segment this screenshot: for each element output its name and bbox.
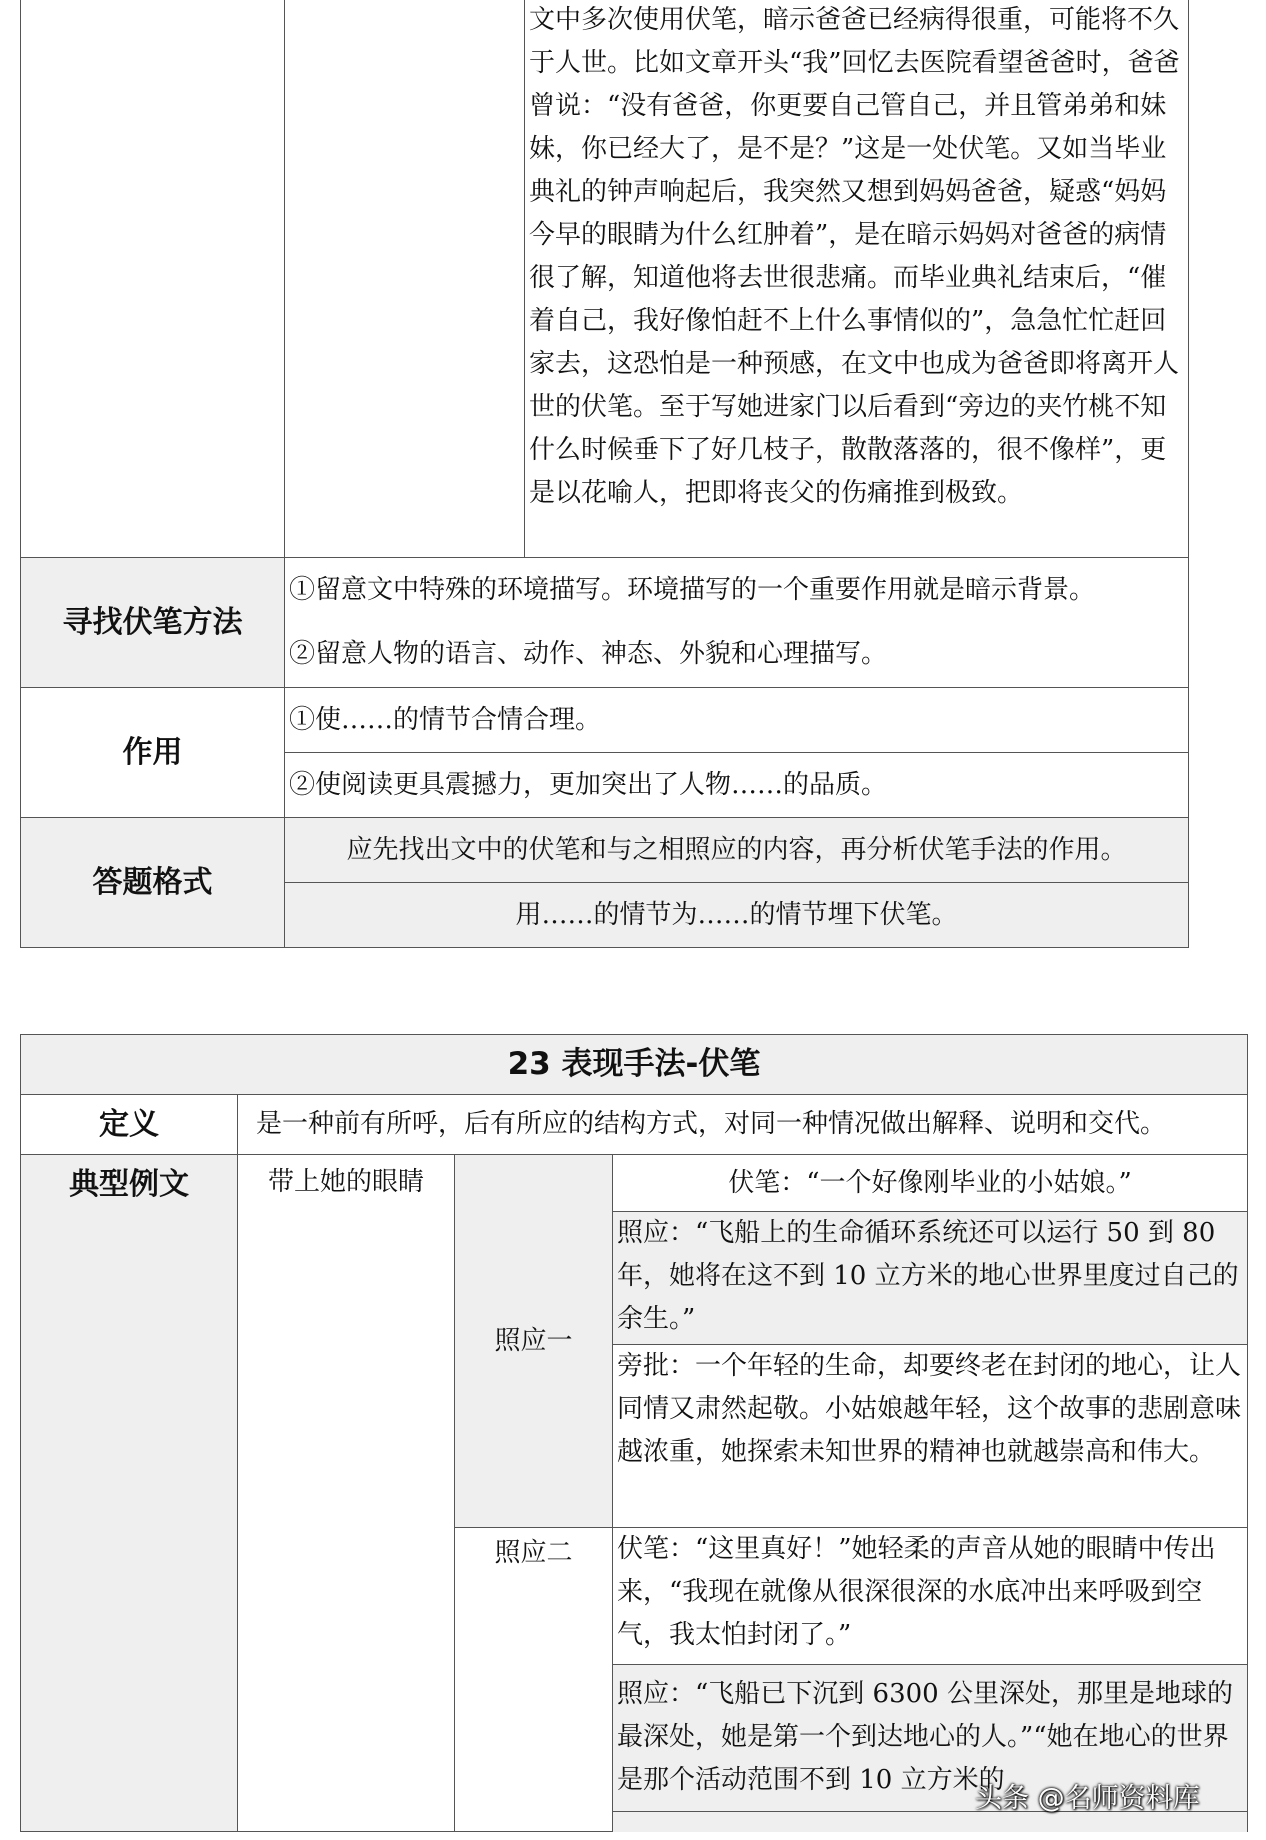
blank-left-cell — [21, 0, 285, 558]
example-label: 典型例文 — [21, 1155, 238, 1832]
echo-one-annotation: 旁批：一个年轻的生命，却要终老在封闭的地心，让人同情又肃然起敬。小姑娘越年轻，这个故事的悲剧意味越浓重，她探索未知世界的精神也就越崇高和伟大。 — [613, 1345, 1248, 1528]
format-item-1: 应先找出文中的伏笔和与之相照应的内容，再分析伏笔手法的作用。 — [285, 818, 1189, 883]
echo-two-foreshadow: 伏笔：“这里真好！”她轻柔的声音从她的眼睛中传出来，“我现在就像从很深很深的水底冲出来呼吸到空气，我太怕封闭了。” — [613, 1528, 1248, 1665]
definition-text: 是一种前有所呼，后有所应的结构方式，对同一种情况做出解释、说明和交代。 — [238, 1095, 1248, 1155]
echo-one-foreshadow: 伏笔：“一个好像刚毕业的小姑娘。” — [613, 1155, 1248, 1212]
answer-method-table — [20, 0, 1189, 948]
foreshadowing-table — [20, 1034, 1248, 1832]
effect-item-1: ①使……的情节合情合理。 — [285, 688, 1189, 753]
blank-mid-cell — [285, 0, 525, 558]
effect-label: 作用 — [21, 688, 285, 818]
echo-two-label: 照应二 — [455, 1528, 613, 1832]
table-title: 23 表现手法-伏笔 — [21, 1035, 1248, 1095]
example-title: 带上她的眼睛 — [238, 1155, 455, 1832]
echo-two-response: 照应：“飞船已下沉到 6300 公里深处，那里是地球的最深处，她是第一个到达地心的人。”“她在地心的世界是那个活动范围不到 10 立方米的 — [613, 1665, 1248, 1812]
method-item-1: ①留意文中特殊的环境描写。环境描写的一个重要作用就是暗示背景。 — [285, 558, 1189, 623]
watermark: 头条 @名师资料库 — [975, 1783, 1200, 1814]
echo-one-response: 照应：“飞船上的生命循环系统还可以运行 50 到 80 年，她将在这不到 10 立方米的地心世界里度过自己的余生。” — [613, 1212, 1248, 1345]
format-item-2: 用……的情节为……的情节埋下伏笔。 — [285, 883, 1189, 948]
example-analysis-text: 文中多次使用伏笔，暗示爸爸已经病得很重，可能将不久于人世。比如文章开头“我”回忆去医院看望爸爸时，爸爸曾说：“没有爸爸，你更要自己管自己，并且管弟弟和妹妹，你已经大了，是不是？”这是一处伏笔。又如当毕业典礼的钟声响起后，我突然又想到妈妈爸爸，疑惑“妈妈今早的眼睛为什么红肿着”，是在暗示妈妈对爸爸的病情很了解，知道他将去世很悲痛。而毕业典礼结束后，“催着自己，我好像怕赶不上什么事情似的”，急急忙忙赶回家去，这恐怕是一种预感，在文中也成为爸爸即将离开人世的伏笔。至于写她进家门以后看到“旁边的夹竹桃不知什么时候垂下了好几枝子，散散落落的，很不像样”，更是以花喻人，把即将丧父的伤痛推到极致。 — [525, 0, 1189, 558]
echo-one-label: 照应一 — [455, 1155, 613, 1528]
definition-label: 定义 — [21, 1095, 238, 1155]
effect-item-2: ②使阅读更具震撼力，更加突出了人物……的品质。 — [285, 753, 1189, 818]
method-item-2: ②留意人物的语言、动作、神态、外貌和心理描写。 — [285, 623, 1189, 688]
format-label: 答题格式 — [21, 818, 285, 948]
method-label: 寻找伏笔方法 — [21, 558, 285, 688]
